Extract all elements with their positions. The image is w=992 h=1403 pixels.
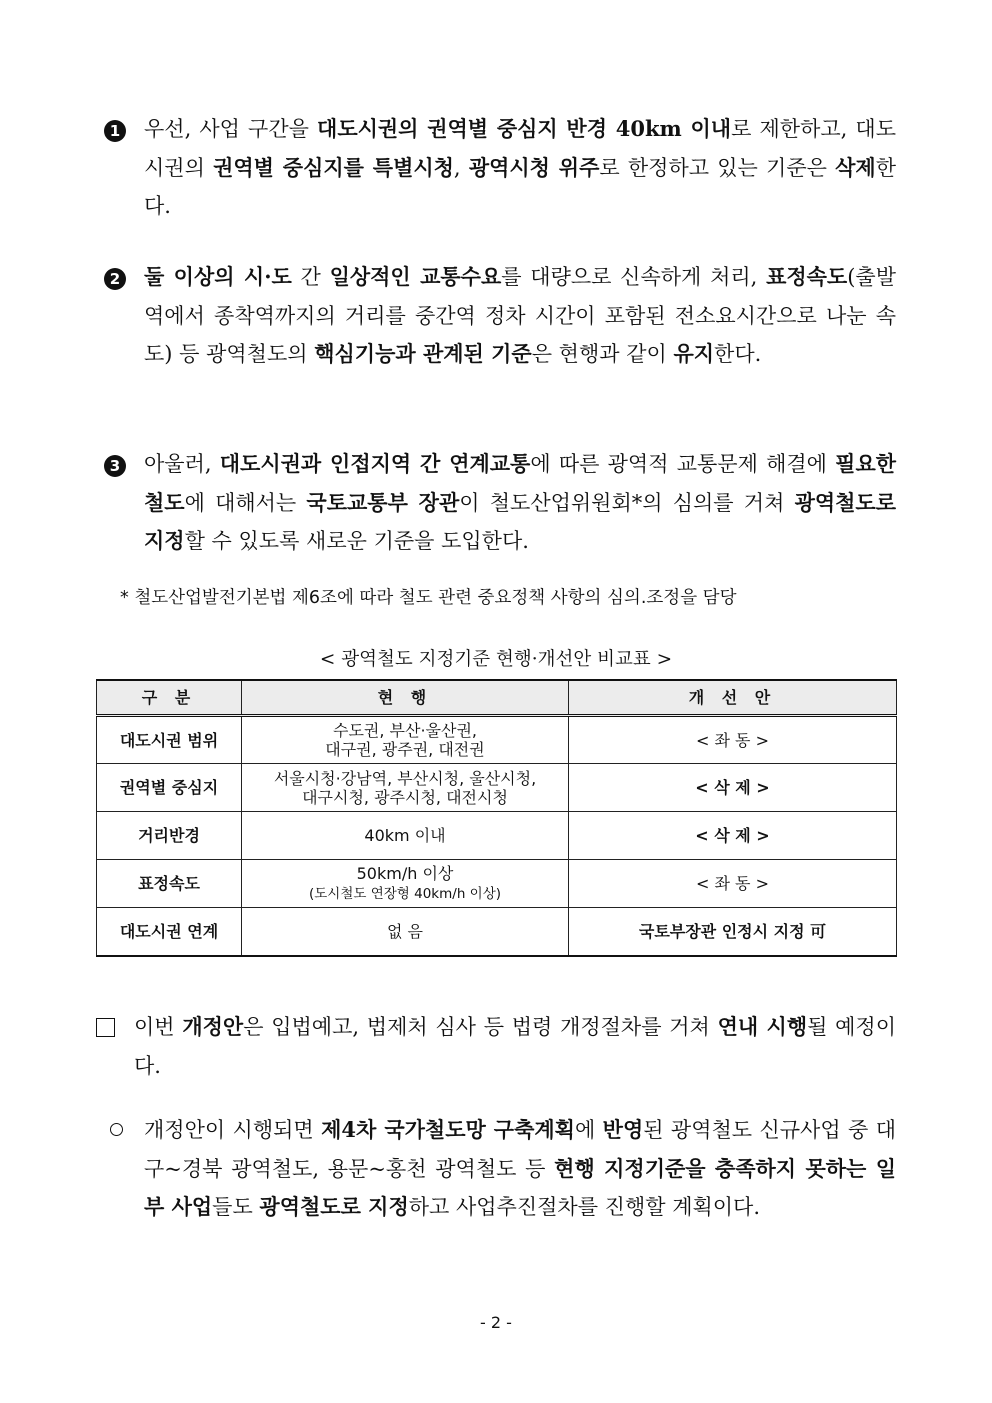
- row-label: 대도시권 범위: [97, 716, 242, 764]
- current-cell: [242, 908, 569, 956]
- text-run: 에 따른 광역적 교통문제 해결에: [530, 452, 836, 476]
- circled-number-3: 3: [104, 455, 126, 477]
- bold-text-run: 제4차 국가철도망 구축계획: [321, 1117, 575, 1142]
- current-cell: [242, 716, 569, 764]
- text-run: 할 수 있도록 새로운 기준을 도입한다.: [184, 529, 529, 553]
- text-run: 를 대량으로 신속하게 처리,: [501, 265, 767, 289]
- text-run: 개정안이 시행되면: [144, 1118, 322, 1142]
- text-run: 이 철도산업위원회*의 심의를 거쳐: [459, 490, 795, 515]
- bold-text-run: 연내 시행: [717, 1014, 808, 1039]
- cell-line: 대구시청, 광주시청, 대전시청: [302, 787, 508, 807]
- circle-bullet-item: [108, 1111, 896, 1227]
- bold-text-run: 삭제: [835, 154, 876, 180]
- bold-text-run: 일상적인 교통수요: [329, 264, 502, 289]
- bold-text-run: 반영: [602, 1117, 644, 1142]
- text-run: 될 예정이다.: [134, 1015, 897, 1078]
- proposal-cell: < 삭 제 >: [569, 812, 897, 860]
- page-number: - 2 -: [480, 1313, 512, 1332]
- current-cell: [242, 812, 569, 860]
- row-label: 거리반경: [97, 812, 242, 860]
- bold-text-run: 현행 지정기준을 충족하지 못하는 일부 사업: [144, 1155, 896, 1219]
- item-text: [144, 110, 896, 226]
- numbered-item-3: [104, 445, 896, 561]
- table-row: [97, 908, 897, 956]
- bold-text-run: 표정속도: [766, 264, 848, 289]
- text-run: 로 한정하고 있는 기준은: [599, 155, 836, 180]
- text-run: 아울러,: [144, 452, 220, 476]
- table-row: [97, 716, 897, 764]
- text-run: 에 대해서는: [184, 490, 307, 515]
- bold-text-run: 필요한 철도: [144, 451, 897, 515]
- text-run: 간: [291, 265, 330, 289]
- text-run: 우선, 사업 구간을: [144, 117, 318, 141]
- text-run: 한다.: [144, 155, 896, 218]
- text-run: 로 제한하고, 대도시권의: [144, 117, 897, 180]
- cell-note: (도시철도 연장형 40km/h 이상): [308, 885, 502, 902]
- current-cell: [242, 860, 569, 908]
- square-bullet-item: [96, 1008, 896, 1085]
- item-text: [134, 1008, 896, 1085]
- circled-number-1: 1: [104, 120, 126, 142]
- row-label: 표정속도: [97, 860, 242, 908]
- bold-text-run: 권역별 중심지를 특별시청: [213, 154, 454, 180]
- text-run: (출발역에서 종착역까지의 거리를 중간역 정차 시간이 포함된 전소요시간으로 나눈 속도) 등 광역철도의: [144, 265, 896, 366]
- table-row: [97, 764, 897, 812]
- current-cell: [242, 764, 569, 812]
- bold-text-run: 광역시청 위주: [468, 154, 600, 180]
- circle-bullet-icon: [110, 1123, 123, 1136]
- text-run: 된 광역철도 신규사업 중 대구~경북 광역철도, 용문~홍천 광역철도 등: [144, 1118, 896, 1181]
- header-current: 현 행: [242, 680, 569, 716]
- bold-text-run: 둘 이상의 시·도: [144, 264, 292, 289]
- bold-text-run: 핵심기능과 관계된 기준: [314, 341, 532, 366]
- circled-number-2: 2: [104, 268, 126, 290]
- text-run: 은 현행과 같이: [531, 342, 674, 366]
- cell-line: 40km 이내: [364, 826, 446, 845]
- bold-text-run: 국토교통부 장관: [306, 489, 460, 515]
- proposal-cell: 국토부장관 인정시 지정 可: [569, 908, 897, 956]
- square-bullet-icon: [96, 1018, 115, 1037]
- row-label: 대도시권 연계: [97, 908, 242, 956]
- comparison-table: [96, 679, 897, 957]
- text-run: 이번: [134, 1015, 183, 1039]
- bold-text-run: 대도시권과 인접지역 간 연계교통: [219, 451, 531, 476]
- text-run: 들도: [212, 1195, 260, 1219]
- cell-line: 50km/h 이상: [356, 863, 454, 883]
- table-row: [97, 812, 897, 860]
- table-row: [97, 860, 897, 908]
- bold-text-run: 개정안: [182, 1014, 244, 1039]
- item-text: [144, 258, 896, 374]
- text-run: 하고 사업추진절차를 진행할 계획이다.: [408, 1195, 761, 1219]
- footnote: * 철도산업발전기본법 제6조에 따라 철도 관련 중요정책 사항의 심의.조정을 담당: [120, 588, 737, 608]
- cell-line: 없 음: [387, 921, 423, 941]
- text-run: ,: [453, 155, 469, 180]
- bold-text-run: 대도시권의 권역별 중심지 반경 40km 이내: [317, 116, 732, 141]
- text-run: 은 입법예고, 법제처 심사 등 법령 개정절차를 거쳐: [243, 1015, 718, 1039]
- text-run: 한다.: [714, 342, 762, 366]
- header-proposal: 개 선 안: [569, 680, 897, 716]
- row-label: 권역별 중심지: [97, 764, 242, 812]
- header-category: 구 분: [97, 680, 242, 716]
- proposal-cell: < 삭 제 >: [569, 764, 897, 812]
- cell-line: 서울시청·강남역, 부산시청, 울산시청,: [273, 768, 537, 788]
- cell-line: 수도권, 부산·울산권,: [333, 721, 477, 740]
- numbered-item-2: [104, 258, 896, 374]
- proposal-cell: < 좌 동 >: [569, 860, 897, 908]
- proposal-cell: < 좌 동 >: [569, 716, 897, 764]
- numbered-item-1: [104, 110, 896, 226]
- bold-text-run: 광역철도로 지정: [144, 489, 897, 553]
- item-text: [144, 1111, 896, 1227]
- bold-text-run: 광역철도로 지정: [259, 1194, 409, 1219]
- item-text: [144, 445, 896, 561]
- bold-text-run: 유지: [673, 341, 715, 366]
- table-caption: < 광역철도 지정기준 현행·개선안 비교표 >: [319, 649, 673, 670]
- cell-line: 대구권, 광주권, 대전권: [325, 740, 485, 759]
- table-header-row: [97, 680, 897, 716]
- text-run: 에: [574, 1118, 603, 1142]
